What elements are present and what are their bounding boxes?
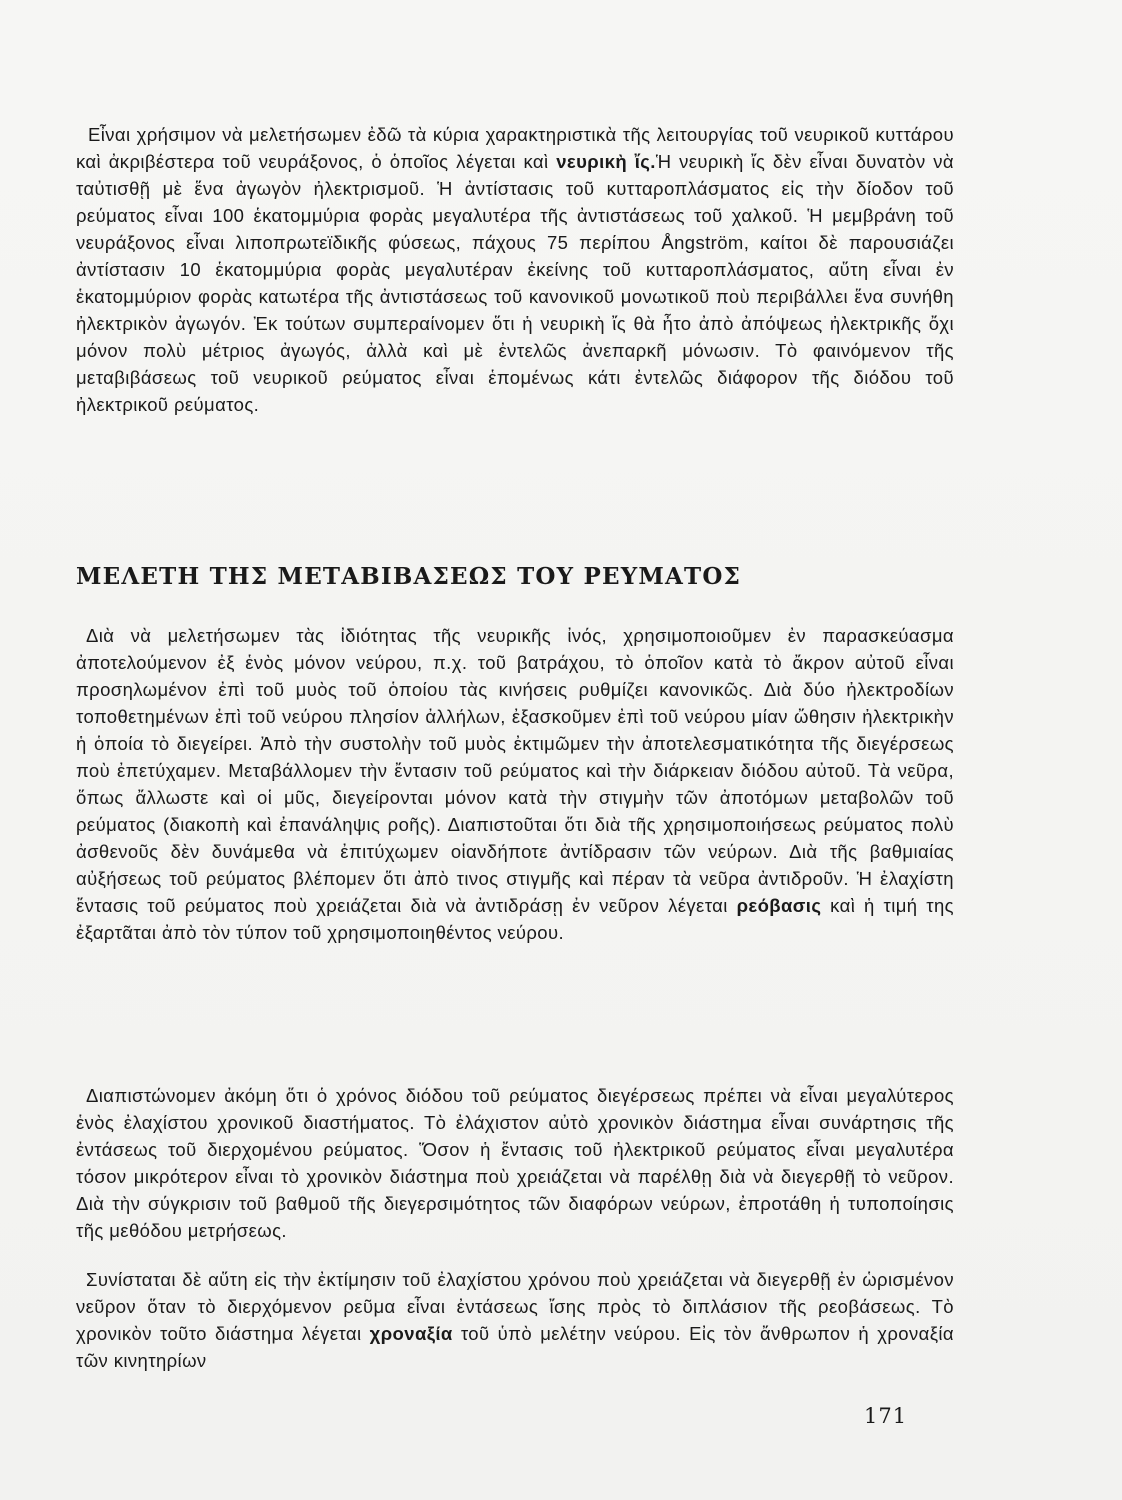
paragraph-chronaxie-text-1: Συνίσταται δὲ αὕτη εἰς τὴν ἐκτίμησιν τοῦ ἐλαχίστου χρόνου ποὺ χρειάζεται νὰ διεγερθῇ ἐν ὡρισμένον νεῦρον ὅταν τὸ διερχόμενον ρεῦμα εἶναι ἐντάσεως ἴσης πρὸς τὸ διπλάσιον τῆς ρεοβάσεως. Τὸ χρονικὸν τοῦτο διάστημα λέγεται <box>76 1269 954 1344</box>
term-neural-fiber: νευρικὴ ἴς. <box>556 151 656 172</box>
page-number: 171 <box>864 1404 908 1428</box>
paragraph-chronaxie <box>76 1266 954 1374</box>
paragraph-method-text-2: καὶ ἡ τιμή της ἐξαρτᾶται ἀπὸ τὸν τύπον τοῦ χρησιμοποιηθέντος νεύρου. <box>76 895 954 943</box>
paragraph-method <box>76 622 954 946</box>
paragraph-chronaxie-text-2: τοῦ ὑπὸ μελέτην νεύρου. Εἰς τὸν ἄνθρωπον ἡ χροναξία τῶν κινητηρίων <box>76 1323 954 1371</box>
paragraph-duration <box>76 1082 954 1244</box>
term-rheobase: ρεόβασις <box>736 895 822 916</box>
term-chronaxie: χροναξία <box>369 1323 453 1344</box>
paragraph-intro-text-2: Ἡ νευρικὴ ἴς δὲν εἶναι δυνατὸν νὰ ταὐτισθῇ μὲ ἕνα ἀγωγὸν ἠλεκτρισμοῦ. Ἡ ἀντίστασις τοῦ κυτταροπλάσματος εἰς τὴν δίοδον τοῦ ρεύματος εἶναι 100 ἑκατομμύρια φορὰς μεγαλυτέρα τῆς ἀντιστάσεως τοῦ χαλκοῦ. Ἡ μεμβράνη τοῦ νευράξονος εἶναι λιποπρωτεϊδικῆς φύσεως, πάχους 75 περίπου Ångström, καίτοι δὲ παρουσιάζει ἀντίστασιν 10 ἑκατομμύρια φορὰς μεγαλυτέραν ἐκείνης τοῦ κυτταροπλάσματος, αὕτη εἶναι ἐν ἑκατομμύριον φορὰς κατωτέρα τῆς ἀντιστάσεως τοῦ κανονικοῦ μονωτικοῦ ποὺ περιβάλλει ἕνα συνήθη ἠλεκτρικὸν ἀγωγόν. Ἐκ τούτων συμπεραίνομεν ὅτι ἡ νευρικὴ ἴς θὰ ἦτο ἀπὸ ἀπόψεως ἠλεκτρικῆς ὄχι μόνον πολὺ μέτριος ἀγωγός, ἀλλὰ καὶ μὲ ἐντελῶς ἀνεπαρκῆ μόνωσιν. Τὸ φαινόμενον τῆς μεταβιβάσεως τοῦ νευρικοῦ ρεύματος εἶναι ἑπομένως κάτι ἐντελῶς διάφορον τῆς διόδου τοῦ ἠλεκτρικοῦ ρεύματος. <box>76 151 955 415</box>
section-heading: ΜΕΛΕΤΗ ΤΗΣ ΜΕΤΑΒΙΒΑΣΕΩΣ ΤΟΥ ΡΕΥΜΑΤΟΣ <box>76 563 742 590</box>
paragraph-duration-text: Διαπιστώνομεν ἀκόμη ὅτι ὁ χρόνος διόδου τοῦ ρεύματος διεγέρσεως πρέπει νὰ εἶναι μεγαλύτερος ἑνὸς ἐλαχίστου χρονικοῦ διαστήματος. Τὸ ἐλάχιστον αὐτὸ χρονικὸν διάστημα εἶναι συνάρτησις τῆς ἐντάσεως τοῦ διερχομένου ρεύματος. Ὅσον ἡ ἔντασις τοῦ ἠλεκτρικοῦ ρεύματος εἶναι μεγαλυτέρα τόσον μικρότερον εἶναι τὸ χρονικὸν διάστημα ποὺ χρειάζεται νὰ παρέλθῃ διὰ νὰ διεγερθῇ τὸ νεῦρον. Διὰ τὴν σύγκρισιν τοῦ βαθμοῦ τῆς διεγερσιμότητος τῶν διαφόρων νεύρων, ἐπροτάθη ἡ τυποποίησις τῆς μεθόδου μετρήσεως. <box>76 1085 954 1241</box>
paragraph-intro <box>76 121 954 418</box>
paragraph-intro-text-1: Εἶναι χρήσιμον νὰ μελετήσωμεν ἐδῶ τὰ κύρια χαρακτηριστικὰ τῆς λειτουργίας τοῦ νευρικοῦ κυττάρου καὶ ἀκριβέστερα τοῦ νευράξονος, ὁ ὁποῖος λέγεται καὶ <box>76 124 954 172</box>
paragraph-method-text-1: Διὰ νὰ μελετήσωμεν τὰς ἰδιότητας τῆς νευρικῆς ἰνός, χρησιμοποιοῦμεν ἐν παρασκεύασμα ἀποτελούμενον ἐξ ἑνὸς μόνον νεύρου, π.χ. τοῦ βατράχου, τὸ ὁποῖον κατὰ τὸ ἄκρον αὐτοῦ εἶναι προσηλωμένον ἐπὶ τοῦ μυὸς τοῦ ὁποίου τὰς κινήσεις ρυθμίζει κανονικῶς. Διὰ δύο ἠλεκτροδίων τοποθετημένων ἐπὶ τοῦ νεύρου πλησίον ἀλλήλων, ἐξασκοῦμεν ἐπὶ τοῦ νεύρου μίαν ὤθησιν ἠλεκτρικὴν ἡ ὁποία τὸ διεγείρει. Ἀπὸ τὴν συστολὴν τοῦ μυὸς ἐκτιμῶμεν τὴν ἀποτελεσματικότητα τῆς διεγέρσεως ποὺ ἐπετύχαμεν. Μεταβάλλομεν τὴν ἔντασιν τοῦ ρεύματος καὶ τὴν διάρκειαν διόδου αὐτοῦ. Τὰ νεῦρα, ὅπως ἄλλωστε καὶ οἱ μῦς, διεγείρονται μόνον κατὰ τὴν στιγμὴν τῶν ἀποτόμων μεταβολῶν τοῦ ρεύματος (διακοπὴ καὶ ἐπανάληψις ροῆς). Διαπιστοῦται ὅτι διὰ τῆς χρησιμοποιήσεως ρεύματος πολὺ ἀσθενοῦς δὲν δυνάμεθα νὰ ἐπιτύχωμεν οἱανδήποτε ἀντίδρασιν τῶν νεύρων. Διὰ τῆς βαθμιαίας αὐξήσεως τοῦ ρεύματος βλέπομεν ὅτι ἀπὸ τινος στιγμῆς καὶ πέραν τὰ νεῦρα ἀντιδροῦν. Ἡ ἐλαχίστη ἔντασις τοῦ ρεύματος ποὺ χρειάζεται διὰ νὰ ἀντιδράσῃ ἐν νεῦρον λέγεται <box>76 625 954 916</box>
